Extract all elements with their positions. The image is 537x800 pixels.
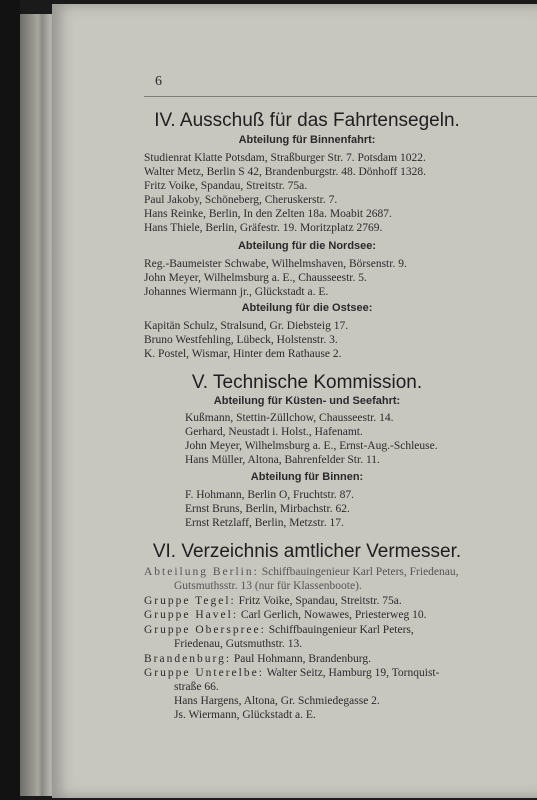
entry-line: Walter Metz, Berlin S 42, Brandenburgstr. 48. Dönhoff 1328. bbox=[144, 166, 426, 178]
section-iv-title: IV. Ausschuß für das Fahrtensegeln. bbox=[154, 110, 460, 131]
entry-line: John Meyer, Wilhelmsburg a. E., Chausseestr. 5. bbox=[144, 272, 367, 284]
entry-line: Reg.-Baumeister Schwabe, Wilhelmshaven, Börsenstr. 9. bbox=[144, 258, 407, 270]
entry-line: Hans Thiele, Berlin, Gräfestr. 19. Moritzplatz 2769. bbox=[144, 222, 383, 234]
entry-line: Ernst Bruns, Berlin, Mirbachstr. 62. bbox=[185, 503, 350, 515]
vermesser-entry-tegel bbox=[144, 594, 402, 608]
entry-line: Paul Jakoby, Schöneberg, Cheruskerstr. 7. bbox=[144, 194, 338, 206]
entry-label: Brandenburg: bbox=[144, 653, 232, 665]
entry-line: Fritz Voike, Spandau, Streitstr. 75a. bbox=[144, 180, 308, 192]
entry-line: Hans Reinke, Berlin, In den Zelten 18a. Moabit 2687. bbox=[144, 208, 392, 220]
subheading-ostsee: Abteilung für die Ostsee: bbox=[241, 302, 373, 314]
entry-label: Gruppe Unterelbe: bbox=[144, 667, 264, 679]
entry-line: Kußmann, Stettin-Züllchow, Chausseestr. 14. bbox=[185, 412, 394, 424]
entry-label: Gruppe Oberspree: bbox=[144, 624, 266, 636]
book-spine-shadow bbox=[0, 0, 20, 800]
book-page bbox=[52, 4, 537, 798]
entry-continuation: Gutsmuthsstr. 13 (nur für Klassenboote). bbox=[174, 580, 362, 592]
entry-line: Johannes Wiermann jr., Glückstadt a. E. bbox=[144, 286, 329, 298]
subheading-binnenfahrt: Abteilung für Binnenfahrt: bbox=[238, 134, 376, 146]
subheading-binnen: Abteilung für Binnen: bbox=[250, 471, 364, 483]
entry-text: Schiffbauingenieur Karl Peters, Friedenau, bbox=[261, 566, 459, 578]
vermesser-entry-oberspree bbox=[144, 623, 414, 637]
entry-text: Paul Hohmann, Brandenburg. bbox=[233, 653, 372, 665]
entry-text: Fritz Voike, Spandau, Streitstr. 75a. bbox=[238, 595, 402, 607]
entry-label: Gruppe Havel: bbox=[144, 609, 239, 621]
entry-text: Carl Gerlich, Nowawes, Priesterweg 10. bbox=[240, 609, 427, 621]
section-v-title: V. Technische Kommission. bbox=[191, 372, 423, 393]
entry-line: Gerhard, Neustadt i. Holst., Hafenamt. bbox=[185, 426, 363, 438]
entry-line: Bruno Westfehling, Lübeck, Holstenstr. 3. bbox=[144, 334, 338, 346]
entry-text: Walter Seitz, Hamburg 19, Tornquist- bbox=[266, 667, 440, 679]
page-number: 6 bbox=[155, 74, 162, 89]
entry-line: Js. Wiermann, Glückstadt a. E. bbox=[174, 709, 316, 721]
entry-line: Hans Müller, Altona, Bahrenfelder Str. 11. bbox=[185, 454, 380, 466]
entry-continuation: straße 66. bbox=[174, 681, 219, 693]
entry-line: Hans Hargens, Altona, Gr. Schmiedegasse 2. bbox=[174, 695, 380, 707]
entry-label: Gruppe Tegel: bbox=[144, 595, 236, 607]
section-vi-title: VI. Verzeichnis amtlicher Vermesser. bbox=[152, 541, 462, 562]
entry-line: Studienrat Klatte Potsdam, Straßburger Str. 7. Potsdam 1022. bbox=[144, 152, 426, 164]
vermesser-entry-havel bbox=[144, 608, 426, 622]
entry-line: Ernst Retzlaff, Berlin, Metzstr. 17. bbox=[185, 517, 344, 529]
entry-line: F. Hohmann, Berlin O, Fruchtstr. 87. bbox=[185, 489, 355, 501]
entry-line: K. Postel, Wismar, Hinter dem Rathause 2. bbox=[144, 348, 342, 360]
entry-line: John Meyer, Wilhelmsburg a. E., Ernst-Aug.-Schleuse. bbox=[185, 440, 438, 452]
vermesser-entry-unterelbe bbox=[144, 666, 439, 680]
subheading-nordsee: Abteilung für die Nordsee: bbox=[237, 240, 377, 252]
entry-text: Schiffbauingenieur Karl Peters, bbox=[268, 624, 414, 636]
subheading-kuesten-seefahrt: Abteilung für Küsten- und Seefahrt: bbox=[213, 395, 401, 407]
vermesser-entry-brandenburg bbox=[144, 652, 371, 666]
entry-continuation: Friedenau, Gutsmuthstr. 13. bbox=[174, 638, 303, 650]
entry-line: Kapitän Schulz, Stralsund, Gr. Diebsteig 17. bbox=[144, 320, 349, 332]
vermesser-entry-berlin bbox=[144, 565, 459, 579]
entry-label: Abteilung Berlin: bbox=[144, 566, 259, 578]
header-rule bbox=[144, 96, 537, 97]
